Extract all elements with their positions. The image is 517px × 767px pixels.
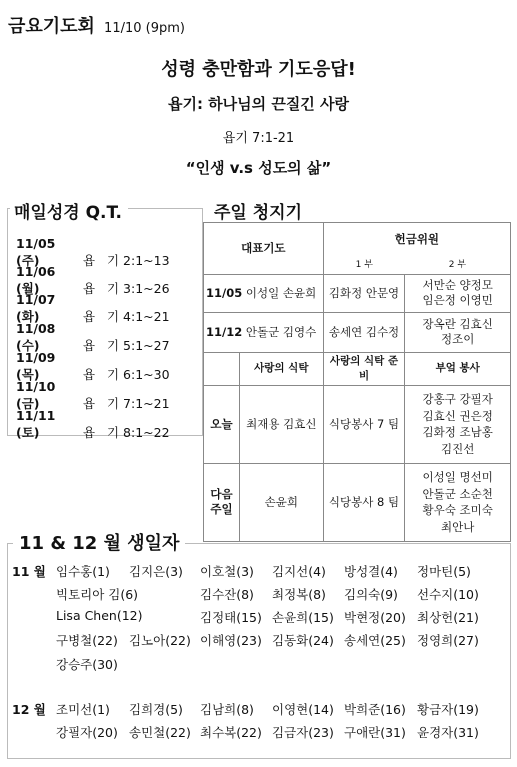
birthday-month-label: 12 월 xyxy=(12,702,46,717)
duty-table xyxy=(203,222,511,542)
birthday-name: 최정복(8) xyxy=(272,587,326,602)
duty-header-kitchen: 부엌 봉사 xyxy=(405,352,511,385)
duty-today-label: 오늘 xyxy=(204,385,240,463)
qt-text: 욥 기 8:1~22 xyxy=(83,425,170,440)
qt-text: 욥 기 7:1~21 xyxy=(83,396,170,411)
duty-header-part2: 2 부 xyxy=(405,257,511,275)
qt-text: 욥 기 4:1~21 xyxy=(83,309,170,324)
birthday-name: 송세연(25) xyxy=(344,633,406,648)
qt-title: 매일성경 Q.T. xyxy=(10,198,128,223)
birthday-name: 이영현(14) xyxy=(272,702,334,717)
birthday-name: 선수지(10) xyxy=(417,587,479,602)
birthday-name: 박희준(16) xyxy=(344,702,406,717)
duty-next-prep: 식당봉사 8 팀 xyxy=(323,463,405,541)
birthday-name: 김의숙(9) xyxy=(344,587,398,602)
birthday-name: 이호철(3) xyxy=(200,564,254,579)
duty-row-prayer: 안돌군 김영수 xyxy=(245,324,317,339)
sermon-headline: 성령 충만함과 기도응답! xyxy=(161,59,356,80)
duty-header-offering: 헌금위원 xyxy=(323,223,510,257)
header-title: 금요기도회 xyxy=(8,16,95,37)
birthday-name: 최상헌(21) xyxy=(417,610,479,625)
duty-today-kitchen: 강홍구 강필자 김효신 권은정 김화정 조남홍 김진선 xyxy=(405,385,511,463)
qt-row xyxy=(16,408,170,441)
duty-today-prep: 식당봉사 7 팀 xyxy=(323,385,405,463)
duty-today-love: 최재용 김효신 xyxy=(239,385,323,463)
duty-header-prayer: 대표기도 xyxy=(204,223,324,275)
duty-title: 주일 청지기 xyxy=(210,198,306,223)
qt-date: 11/05 (주) xyxy=(16,236,56,268)
duty-header-love-prep: 사랑의 식탁 준비 xyxy=(323,352,405,385)
birthday-name: 황금자(19) xyxy=(417,702,479,717)
qt-date: 11/08 (수) xyxy=(16,321,56,353)
duty-row-1105 xyxy=(204,274,324,312)
birthday-name: 최수복(22) xyxy=(200,725,262,740)
qt-text: 욥 기 3:1~26 xyxy=(83,281,170,296)
duty-row-prayer: 이성일 손윤희 xyxy=(245,285,317,300)
birthday-name: 송민철(22) xyxy=(129,725,191,740)
birthday-title: 11 & 12 월 생일자 xyxy=(13,529,185,555)
duty-next-love: 손윤희 xyxy=(239,463,323,541)
birthday-name: 임수홍(1) xyxy=(56,564,110,579)
qt-date: 11/09 (목) xyxy=(16,350,56,382)
birthday-name: 이해영(23) xyxy=(200,633,262,648)
header-date: 11/10 (9pm) xyxy=(104,21,185,36)
qt-text: 욥 기 2:1~13 xyxy=(83,253,170,268)
sermon-subtitle: 욥기: 하나님의 끈질긴 사랑 xyxy=(167,95,350,113)
birthday-name: 빅토리아 김(6) xyxy=(56,587,139,602)
duty-row-part2: 장옥란 김효신 정조이 xyxy=(405,312,511,352)
birthday-name: 조미선(1) xyxy=(56,702,110,717)
birthday-name: 김남희(8) xyxy=(200,702,254,717)
duty-row-date: 11/05 xyxy=(206,285,243,300)
birthday-name: 정영희(27) xyxy=(417,633,479,648)
duty-row-part2: 서만순 양정모 임은정 이영민 xyxy=(405,274,511,312)
duty-row-part1: 김화정 안문영 xyxy=(323,274,405,312)
birthday-name: 김지선(4) xyxy=(272,564,326,579)
birthday-name: 박현정(20) xyxy=(344,610,406,625)
sermon-verse: 욥기 7:1-21 xyxy=(222,131,295,146)
qt-date: 11/11 (토) xyxy=(16,408,56,440)
duty-header-blank xyxy=(204,352,240,385)
duty-row-part1: 송세연 김수정 xyxy=(323,312,405,352)
birthday-month-label: 11 월 xyxy=(12,564,46,579)
birthday-name: 김노아(22) xyxy=(129,633,191,648)
header xyxy=(8,12,185,38)
birthday-name: 김금자(23) xyxy=(272,725,334,740)
birthday-name: 방성결(4) xyxy=(344,564,398,579)
birthday-name: 구애란(31) xyxy=(344,725,406,740)
birthday-name: 김수잔(8) xyxy=(200,587,254,602)
birthday-name: 강승주(30) xyxy=(56,657,118,672)
duty-next-kitchen: 이성일 명선미 안돌군 소순천 황우숙 조미숙 최안나 xyxy=(405,463,511,541)
duty-header-part1: 1 부 xyxy=(323,257,405,275)
birthday-name: 김희경(5) xyxy=(129,702,183,717)
qt-text: 욥 기 6:1~30 xyxy=(83,367,170,382)
duty-header-love: 사랑의 식탁 xyxy=(239,352,323,385)
birthday-name: 손윤희(15) xyxy=(272,610,334,625)
duty-row-date: 11/12 xyxy=(206,324,243,339)
birthday-name: 윤경자(31) xyxy=(417,725,479,740)
birthday-name: 구병철(22) xyxy=(56,633,118,648)
birthday-name: 김정태(15) xyxy=(200,610,262,625)
birthday-name: 정마틴(5) xyxy=(417,564,471,579)
qt-date: 11/06 (월) xyxy=(16,264,56,296)
duty-row-1112 xyxy=(204,312,324,352)
qt-text: 욥 기 5:1~27 xyxy=(83,338,170,353)
birthday-name: 강필자(20) xyxy=(56,725,118,740)
qt-date: 11/07 (화) xyxy=(16,292,56,324)
qt-date: 11/10 (금) xyxy=(16,379,56,411)
duty-next-label: 다음 주일 xyxy=(204,463,240,541)
sermon-theme: “인생 v.s 성도의 삶” xyxy=(185,159,332,177)
birthday-name: 김지은(3) xyxy=(129,564,183,579)
birthday-name: 김동화(24) xyxy=(272,633,334,648)
birthday-name: Lisa Chen(12) xyxy=(56,608,143,623)
